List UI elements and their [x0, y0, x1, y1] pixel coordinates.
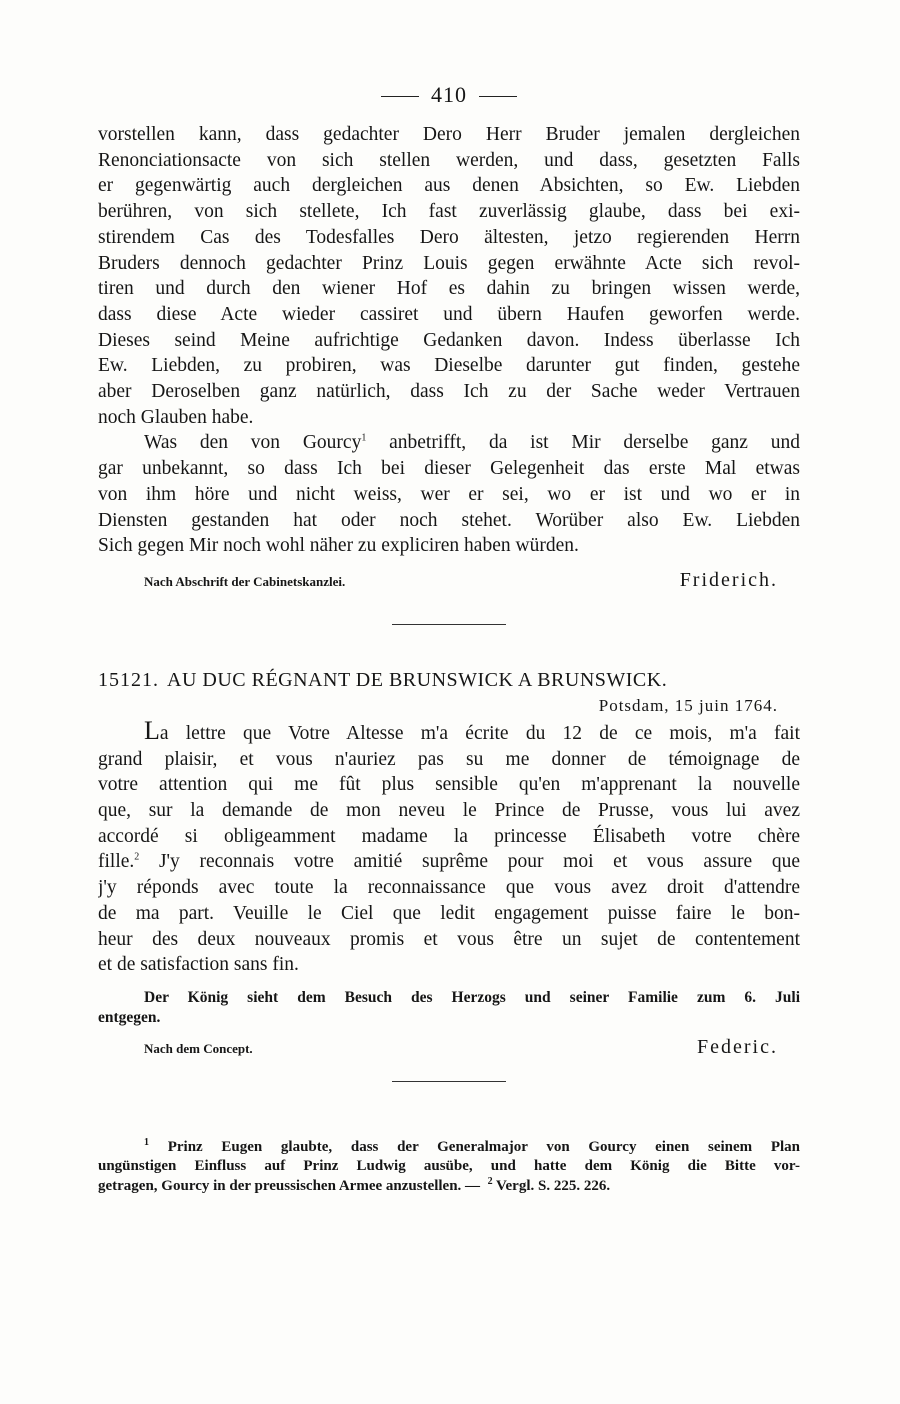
footnote-text: Vergl. S. 225. 226.	[496, 1177, 611, 1194]
letter2-line: j'y réponds avec toute la reconnaissance que vous avez droit d'attendre	[98, 877, 800, 899]
letter2-heading	[98, 669, 800, 692]
letter1-line: Bruders dennoch gedachter Prinz Louis gegen erwähnte Acte sich revol-	[98, 252, 800, 274]
letter2-note	[98, 988, 800, 1028]
footnote-text: Prinz Eugen glaubte, dass der Generalmajor von Gourcy einen seinem Plan	[167, 1138, 801, 1155]
text-segment: a lettre que Votre Altesse m'a écrite du 12 de ce mois, m'a fait	[159, 722, 800, 744]
page-number	[98, 82, 800, 108]
letter2-body	[98, 718, 800, 978]
footnote-line	[98, 1177, 800, 1197]
letter2-dateline: Potsdam, 15 juin 1764.	[598, 695, 778, 715]
text-segment: Was den von Gourcy	[144, 432, 362, 454]
letter2-number: 15121.	[98, 668, 159, 691]
page	[98, 82, 800, 1196]
page-number-text: 410	[431, 82, 467, 107]
letter1-line: noch Glauben habe.	[98, 406, 254, 428]
footnotes	[98, 1138, 800, 1197]
note-line: Der König sieht dem Besuch des Herzogs und seiner Familie zum 6. Juli	[144, 988, 800, 1006]
letter1-line: Renonciationsacte von sich stellen werden, und dass, gesetzten Falls	[98, 149, 800, 171]
page-number-dash-left	[381, 96, 419, 97]
text-segment: fille.	[98, 851, 135, 873]
letter1-line: Sich gegen Mir noch wohl näher zu expliciren haben würden.	[98, 535, 579, 557]
letter2-line: que, sur la demande de mon neveu le Prince de Prusse, vous lui avez	[98, 800, 800, 822]
letter1-signature: Friderich.	[679, 568, 778, 591]
letter1-line: vorstellen kann, dass gedachter Dero Herr Bruder jemalen dergleichen	[98, 124, 800, 145]
letter2-line: et de satisfaction sans fin.	[98, 954, 299, 976]
page-number-dash-right	[479, 96, 517, 97]
letter1-closing	[98, 569, 800, 592]
letter2-line: votre attention qui me fût plus sensible qu'en m'apprenant la nouvelle	[98, 774, 800, 796]
letter2-source: Nach dem Concept.	[144, 1040, 253, 1056]
letter1-line: stirendem Cas des Todesfalles Dero ältesten, jetzo regierenden Herrn	[98, 226, 800, 248]
initial-letter: L	[144, 717, 160, 745]
letter1-line: er gegenwärtig auch dergleichen aus denen Absichten, so Ew. Liebden	[98, 175, 800, 197]
letter1-line: berühren, von sich stellete, Ich fast zuverlässig glaube, dass bei exi-	[98, 201, 800, 223]
footnote-marker: 1	[144, 1136, 149, 1148]
letter1-body	[98, 122, 800, 559]
letter1-source: Nach Abschrift der Cabinetskanzlei.	[144, 573, 346, 589]
footnote-ref: 2	[134, 851, 140, 863]
letter2-line-with-note	[98, 849, 800, 875]
letter1-line: Diensten gestanden hat oder noch stehet. Worüber also Ew. Liebden	[98, 509, 800, 531]
letter1-line: Ew. Liebden, zu probiren, was Dieselbe darunter gut finden, gestehe	[98, 355, 800, 377]
section-divider	[392, 624, 506, 625]
letter2-line: grand plaisir, et vous n'auriez pas su me donner de témoignage de	[98, 748, 800, 770]
letter2-line: accordé si obligeamment madame la princesse Élisabeth votre chère	[98, 825, 800, 847]
letter2-line: de ma part. Veuille le Ciel que ledit engagement puisse faire le bon-	[98, 902, 800, 924]
footnote-ref: 1	[361, 432, 367, 444]
letter1-line: gar unbekannt, so dass Ich bei dieser Gelegenheit das erste Mal etwas	[98, 458, 800, 480]
text-segment: J'y reconnais votre amitié suprême pour moi et vous assure que	[139, 851, 800, 873]
letter1-para2-first-line	[98, 430, 800, 456]
footnote-marker: 2	[487, 1175, 493, 1187]
footnote-line: ungünstigen Einfluss auf Prinz Ludwig ausübe, und hatte dem König die Bitte vor-	[98, 1158, 800, 1175]
footnote-text: getragen, Gourcy in der preussischen Armee anzustellen. —	[98, 1177, 481, 1194]
letter2-title: AU DUC RÉGNANT DE BRUNSWICK A BRUNSWICK.	[167, 668, 668, 691]
letter2-line: heur des deux nouveaux promis et vous être un sujet de contentement	[98, 928, 800, 950]
letter1-line: tiren und durch den wiener Hof es dahin zu bringen wissen werde,	[98, 278, 800, 300]
letter1-line: von ihm höre und nicht weiss, wer er sei, wo er ist und wo er in	[98, 483, 800, 505]
letter1-line: dass diese Acte wieder cassiret und übern Haufen geworfen werde.	[98, 303, 800, 325]
text-segment: anbetrifft, da ist Mir derselbe ganz und	[366, 432, 800, 454]
letter1-line: aber Deroselben ganz natürlich, dass Ich zu der Sache weder Vertrauen	[98, 381, 800, 403]
section-divider	[392, 1081, 506, 1082]
footnote-line	[98, 1138, 800, 1158]
letter2-signature: Federic.	[697, 1035, 778, 1058]
note-line: entgegen.	[98, 1008, 161, 1026]
letter2-first-line	[98, 718, 800, 747]
letter2-closing	[98, 1036, 800, 1059]
letter1-line: Dieses seind Meine aufrichtige Gedanken davon. Indess überlasse Ich	[98, 329, 800, 351]
